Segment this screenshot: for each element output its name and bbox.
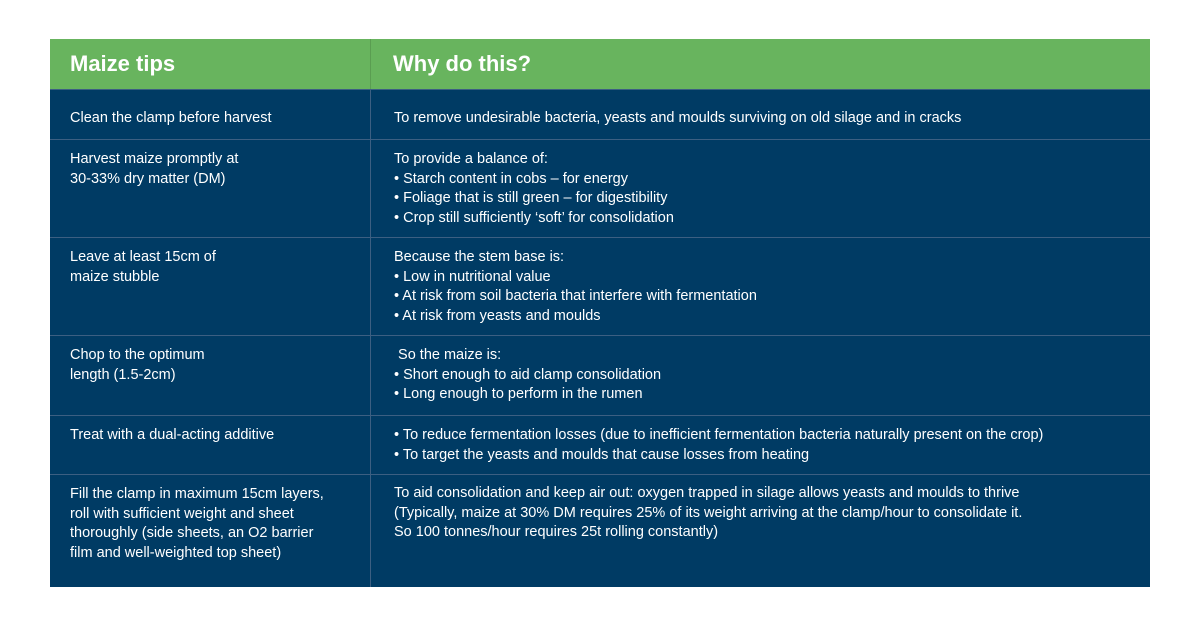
reason-bullet: • Foliage that is still green – for digestibility (394, 190, 668, 206)
tip-cell (50, 475, 371, 587)
reason-bullet: • At risk from yeasts and moulds (394, 307, 601, 324)
reason-bullet: • To reduce fermentation losses (due to inefficient fermentation bacteria naturally present on the crop) (394, 427, 1044, 443)
header-maize-tips: Maize tips (50, 39, 371, 89)
tip-cell (50, 416, 371, 474)
reason-cell (371, 416, 1150, 474)
reason-text: To remove undesirable bacteria, yeasts and moulds surviving on old silage and in cracks (394, 110, 962, 126)
tip-text: thoroughly (side sheets, an O2 barrier (70, 525, 314, 541)
tip-text: roll with sufficient weight and sheet (70, 505, 294, 522)
reason-cell (371, 140, 1150, 237)
reason-cell (371, 336, 1150, 415)
header-why-do-this: Why do this? (393, 51, 532, 76)
reason-text: So the maize is: (394, 347, 502, 363)
reason-bullet: • Low in nutritional value (394, 268, 551, 285)
tip-cell (50, 90, 371, 139)
reason-cell (371, 475, 1150, 587)
reason-text: To provide a balance of: (394, 151, 548, 167)
table-row (50, 139, 1150, 237)
tip-text: Harvest maize promptly at (70, 151, 239, 167)
tip-text: Chop to the optimum (70, 347, 205, 363)
table-header-row (50, 39, 1150, 89)
tip-text: maize stubble (70, 268, 160, 285)
table-row (50, 415, 1150, 474)
tip-text: Fill the clamp in maximum 15cm layers, (70, 486, 324, 502)
reason-cell (371, 90, 1150, 139)
tip-text: Treat with a dual-acting additive (70, 427, 275, 443)
reason-cell (371, 238, 1150, 335)
reason-bullet: • Starch content in cobs – for energy (394, 170, 628, 187)
reason-bullet: • Crop still sufficiently ‘soft’ for consolidation (394, 209, 674, 226)
tip-cell (50, 140, 371, 237)
reason-bullet: • Short enough to aid clamp consolidation (394, 366, 662, 383)
table-row (50, 335, 1150, 415)
tip-text: 30-33% dry matter (DM) (70, 170, 226, 187)
reason-bullet: • Long enough to perform in the rumen (394, 386, 643, 402)
tip-text: film and well-weighted top sheet) (70, 544, 282, 561)
tip-cell (50, 336, 371, 415)
tip-cell (50, 238, 371, 335)
reason-text: So 100 tonnes/hour requires 25t rolling constantly) (394, 524, 719, 540)
reason-text: To aid consolidation and keep air out: oxygen trapped in silage allows yeasts and moulds to thrive (394, 485, 1020, 501)
table-row (50, 89, 1150, 139)
reason-text: Because the stem base is: (394, 249, 565, 265)
reason-text: (Typically, maize at 30% DM requires 25% of its weight arriving at the clamp/hour to consolidate it. (394, 504, 1023, 521)
tip-text: Leave at least 15cm of (70, 249, 216, 265)
tip-text: length (1.5-2cm) (70, 366, 176, 383)
maize-tips-table (50, 39, 1150, 587)
tip-text: Clean the clamp before harvest (70, 110, 272, 126)
reason-bullet: • At risk from soil bacteria that interfere with fermentation (394, 288, 757, 304)
table-row (50, 237, 1150, 335)
table-row (50, 474, 1150, 587)
reason-bullet: • To target the yeasts and moulds that cause losses from heating (394, 446, 810, 463)
